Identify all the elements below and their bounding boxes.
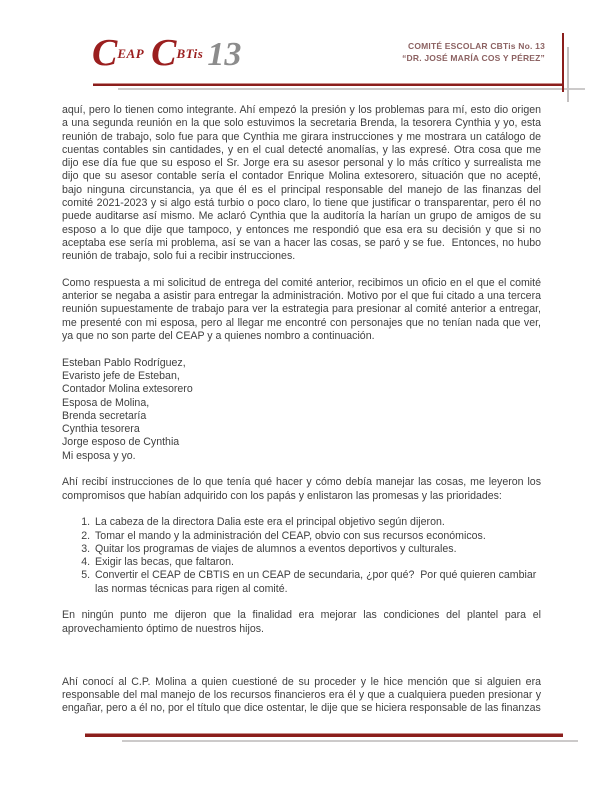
name-line: Evaristo jefe de Esteban, (62, 369, 180, 382)
org-title: COMITÉ ESCOLAR CBTis No. 13 (407, 41, 545, 51)
list-item-text: Tomar el mando y la administración del CEAP, obvio con sus recursos económicos. (95, 529, 486, 542)
logo-text-eap: EAP (117, 46, 145, 61)
paragraph-1: aquí, pero lo tienen como integrante. Ahí empezó la presión y los problemas para mí, esto dio origen a una segunda reunión en la que solo estuvimos la secretaria Brenda, la tesorera Cynthia y yo, esta reunión de trabajo, solo fue para que Cynthia me girara instrucciones y me mostrara un catálogo de cuentas contables sin cantidades, y en el cual detecté anomalías, y las expresé. Otra cosa que me dijo ese día fue que su esposo el Sr. Jorge era su asesor personal y lo más crítico y surrealista me dijo que su asesor contable sería el contador Enrique Molina extesorero, situación que no acepté, bajo ninguna circunstancia, ya que él es el principal responsable del manejo de las finanzas del comité 2021-2023 y si algo está turbio o poco claro, lo tiene que justificar o transparentar, pero él no puede auditarse así mismo. Me aclaró Cynthia que la auditoría la harían un grupo de amigos de su esposo a lo que dije que tampoco, y entonces me respondió que esa era su decisión y que si no aceptaba ese sería mi problema, así se van a hacer las cosas, se paró y se fue. Entonces, no hubo reunión de trabajo, solo fui a recibir instrucciones. (62, 104, 541, 263)
org-title-block (330, 41, 545, 64)
footer-rule-red (85, 733, 563, 737)
header-vertical-rule-red (562, 33, 564, 92)
logo-letter-c2: C (151, 32, 177, 74)
list-item (93, 556, 541, 569)
name-line: Brenda secretaría (62, 409, 147, 422)
list-item (93, 569, 541, 596)
header-rule-gray (118, 88, 585, 90)
footer-rule-gray (122, 740, 578, 742)
list-item-text: Convertir el CEAP de CBTIS en un CEAP de secundaria, ¿por qué? Por qué quieren cambiar las normas técnicas para rigen al comité. (95, 569, 537, 595)
list-item-text: La cabeza de la directora Dalia este era el principal objetivo según dijeron. (95, 516, 445, 529)
name-line: Jorge esposo de Cynthia (62, 436, 180, 449)
org-subtitle: “DR. JOSÉ MARÍA COS Y PÉREZ” (402, 52, 545, 63)
name-line: Cynthia tesorera (62, 423, 140, 436)
paragraph-2: Como respuesta a mi solicitud de entrega del comité anterior, recibimos un oficio en el que el comité anterior se negaba a asistir para entregar la administración. Motivo por el que fui citado a una tercera reunión supuestamente de trabajo para ver la estrategia para presionar al comité anterior a entregar, me presenté con mi esposa, pero al llegar me encontré con personajes que no tenían nada que ver, ya que no son parte del CEAP y a quienes nombro a continuación. (62, 276, 541, 343)
ceap-cbtis-logo (92, 31, 241, 75)
header-rule-red (93, 83, 563, 86)
list-item (93, 543, 541, 556)
list-item (93, 530, 541, 543)
paragraph-3: Ahí recibí instrucciones de lo que tenía qué hacer y cómo debía manejar las cosas, me leyeron los compromisos que habían adquirido con los papás y enlistaron las promesas y las prioridades: (62, 476, 541, 502)
letter-body (62, 104, 541, 716)
header-vertical-rule-gray (567, 47, 569, 102)
names-list (62, 357, 541, 463)
list-item (93, 516, 541, 529)
name-line: Mi esposa y yo. (62, 449, 136, 462)
logo-letter-c1: C (92, 32, 118, 74)
name-line: Contador Molina extesorero (62, 383, 193, 396)
name-line: Esteban Pablo Rodríguez, (62, 356, 186, 369)
name-line: Esposa de Molina, (62, 396, 150, 409)
priorities-list (62, 516, 541, 596)
paragraph-4: En ningún punto me dijeron que la finalidad era mejorar las condiciones del plantel para el aprovechamiento óptimo de nuestros hijos. (62, 609, 541, 635)
list-item-text: Exigir las becas, que faltaron. (95, 556, 234, 569)
logo-number-13: 13 (207, 36, 242, 73)
list-item-text: Quitar los programas de viajes de alumnos a eventos deportivos y culturales. (95, 542, 457, 555)
paragraph-5: Ahí conocí al C.P. Molina a quien cuestioné de su proceder y le hice mención que si alguien era responsable del mal manejo de los recursos financieros era él y que a cualquiera pueden presionar y engañar, pero a él no, por el título que dice ostentar, le dije que se hiciera responsable de las finanzas (62, 675, 541, 715)
logo-text-btis: BTis (176, 46, 204, 61)
